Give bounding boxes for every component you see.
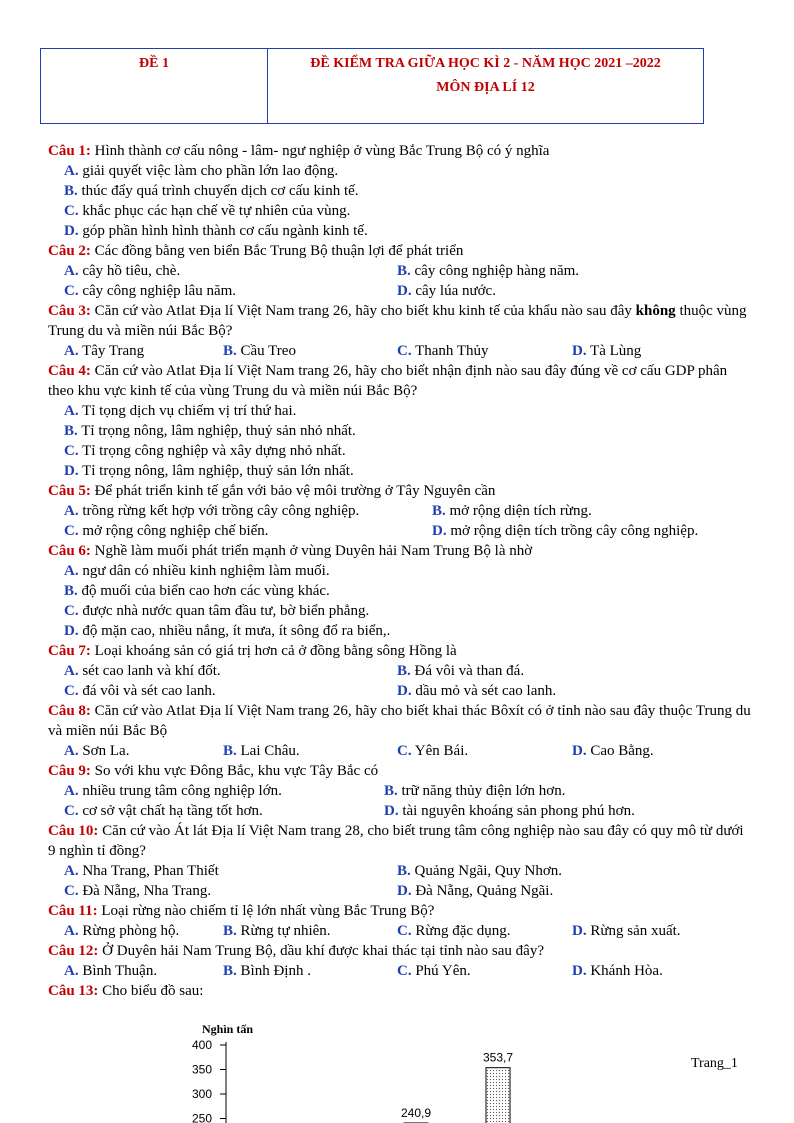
- y-axis-label: Nghìn tấn: [202, 1022, 254, 1036]
- option-row: C. cây công nghiệp lâu năm. D. cây lúa nước.: [64, 283, 496, 299]
- option: C. được nhà nước quan tâm đầu tư, bờ biển phẳng.: [64, 603, 370, 619]
- option: A. ngư dân có nhiều kinh nghiệm làm muối.: [64, 563, 330, 579]
- option: A. Tỉ tọng dịch vụ chiếm vị trí thứ hai.: [64, 403, 297, 419]
- option-row: A. Sơn La. B. Lai Châu. C. Yên Bái. D. Cao Bằng.: [64, 743, 654, 759]
- option-row: A. nhiều trung tâm công nghiệp lớn. B. trữ năng thủy điện lớn hơn.: [64, 783, 566, 799]
- option: B. Tỉ trọng nông, lâm nghiệp, thuỷ sản nhỏ nhất.: [64, 423, 356, 439]
- exam-header: [40, 48, 704, 124]
- y-tick-label: 300: [191, 1087, 212, 1101]
- question-3: Câu 3: Căn cứ vào Atlat Địa lí Việt Nam trang 26, hãy cho biết khu kinh tế của khẩu nào sau đây không thuộc vùng Trung du và miền núi Bắc Bộ?: [48, 303, 747, 339]
- option-row: C. Đà Nẵng, Nha Trang. D. Đà Nẵng, Quảng Ngãi.: [64, 883, 554, 899]
- bar-data-label: 240,9: [400, 1105, 432, 1120]
- option-row: A. Rừng phòng hộ. B. Rừng tự nhiên. C. Rừng đặc dụng. D. Rừng sản xuất.: [64, 923, 681, 939]
- y-tick-label: 350: [191, 1062, 212, 1077]
- option-row: A. trồng rừng kết hợp với trồng cây công nghiệp. B. mở rộng diện tích rừng.: [64, 503, 592, 519]
- question-7: Câu 7: Loại khoáng sản có giá trị hơn cả ở đồng bằng sông Hồng là: [48, 643, 457, 659]
- y-tick-label: 400: [191, 1038, 212, 1052]
- question-8: Câu 8: Căn cứ vào Atlat Địa lí Việt Nam trang 26, hãy cho biết khai thác Bôxít có ở tỉnh nào sau đây thuộc Trung du và miền núi Bắc Bộ: [48, 703, 751, 739]
- question-1: Câu 1: Hình thành cơ cấu nông - lâm- ngư nghiệp ở vùng Bắc Trung Bộ có ý nghĩa: [48, 143, 550, 159]
- question-12: Câu 12: Ở Duyên hải Nam Trung Bộ, dầu khí được khai thác tại tỉnh nào sau đây?: [48, 943, 544, 959]
- option-row: A. sét cao lanh và khí đốt. B. Đá vôi và than đá.: [64, 663, 525, 679]
- option: D. góp phần hình hình thành cơ cấu ngành kinh tế.: [64, 223, 368, 239]
- option-row: A. Bình Thuận. B. Bình Định . C. Phú Yên. D. Khánh Hòa.: [64, 963, 663, 979]
- bar: [486, 1068, 510, 1123]
- production-bar-chart: [180, 1018, 520, 1123]
- option: B. độ muối của biển cao hơn các vùng khác.: [64, 583, 330, 599]
- question-4: Câu 4: Căn cứ vào Atlat Địa lí Việt Nam trang 26, hãy cho biết nhận định nào sau đây đúng về cơ cấu GDP phân theo khu vực kinh tế của vùng Trung du và miền núi Bắc Bộ?: [48, 363, 728, 399]
- question-10: Câu 10: Căn cứ vào Át lát Địa lí Việt Nam trang 28, cho biết trung tâm công nghiệp nào sau đây có quy mô từ dưới 9 nghìn tỉ đồng?: [48, 823, 744, 859]
- option: C. khắc phục các hạn chế về tự nhiên của vùng.: [64, 203, 351, 219]
- exam-code: ĐỀ 1: [41, 49, 268, 123]
- question-9: Câu 9: So với khu vực Đông Bắc, khu vực Tây Bắc có: [48, 763, 379, 779]
- question-5: Câu 5: Để phát triển kinh tế gắn với bảo vệ môi trường ở Tây Nguyên cần: [48, 483, 496, 499]
- option-row: C. mở rộng công nghiệp chế biến. D. mở rộng diện tích trồng cây công nghiệp.: [64, 523, 699, 539]
- option-row: A. Nha Trang, Phan Thiết B. Quảng Ngãi, Quy Nhơn.: [64, 863, 563, 879]
- question-list: [48, 141, 754, 1001]
- page-number: Trang_1: [691, 1056, 738, 1071]
- option-row: C. cơ sở vật chất hạ tầng tốt hơn. D. tài nguyên khoáng sản phong phú hơn.: [64, 803, 635, 819]
- option: C. Tỉ trọng công nghiệp và xây dựng nhỏ nhất.: [64, 443, 346, 459]
- option: D. độ mặn cao, nhiều nắng, ít mưa, ít sông đổ ra biển,.: [64, 623, 391, 639]
- y-tick-label: 250: [191, 1111, 212, 1123]
- question-6: Câu 6: Nghề làm muối phát triển mạnh ở vùng Duyên hải Nam Trung Bộ là nhờ: [48, 543, 533, 559]
- exam-title-line2: MÔN ĐỊA LÍ 12: [436, 80, 535, 95]
- option: A. giải quyết việc làm cho phần lớn lao động.: [64, 163, 339, 179]
- option-row: A. Tây Trang B. Cầu Treo C. Thanh Thủy D. Tà Lùng: [64, 343, 642, 359]
- option-row: A. cây hồ tiêu, chè. B. cây công nghiệp hàng năm.: [64, 263, 580, 279]
- option-row: C. đá vôi và sét cao lanh. D. dầu mỏ và sét cao lanh.: [64, 683, 557, 699]
- option: B. thúc đẩy quá trình chuyển dịch cơ cấu kinh tế.: [64, 183, 359, 199]
- exam-title: [268, 49, 703, 123]
- question-13: Câu 13: Cho biểu đồ sau:: [48, 983, 204, 999]
- question-2: Câu 2: Các đồng bằng ven biển Bắc Trung Bộ thuận lợi để phát triển: [48, 243, 464, 259]
- bar-data-label: 353,7: [482, 1050, 514, 1065]
- question-11: Câu 11: Loại rừng nào chiếm tỉ lệ lớn nhất vùng Bắc Trung Bộ?: [48, 903, 435, 919]
- option: D. Tỉ trọng nông, lâm nghiệp, thuỷ sản lớn nhất.: [64, 463, 354, 479]
- exam-title-line1: ĐỀ KIỂM TRA GIỮA HỌC KÌ 2 - NĂM HỌC 2021 –2022: [310, 56, 661, 71]
